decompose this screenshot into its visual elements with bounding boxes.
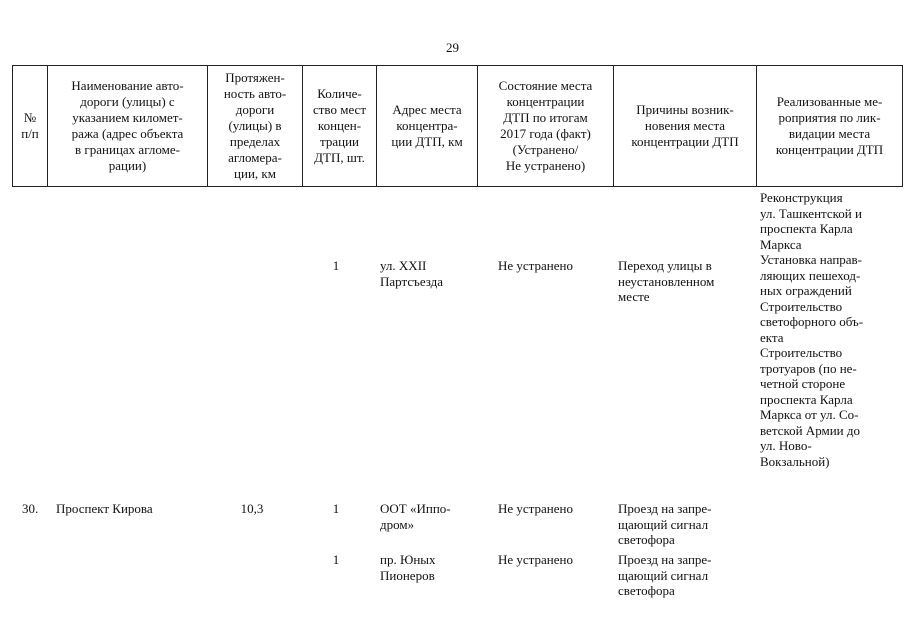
header-num: № п/п [13, 66, 48, 187]
header-road-name: Наименование авто- дороги (улицы) с указанием километ- ража (адрес объекта в границах агломе- рации) [48, 66, 208, 187]
header-row [13, 66, 903, 187]
page-number: 29 [446, 40, 459, 55]
row2-status: Не устранено [498, 501, 573, 516]
row1-status: Не устранено [498, 258, 573, 273]
row3-status: Не устранено [498, 552, 573, 567]
row3-count: 1 [332, 552, 340, 567]
row1-count: 1 [332, 258, 340, 273]
row1-reason: Переход улицы в неустановленном месте [618, 258, 715, 304]
row3-reason: Проезд на запре- щающий сигнал светофора [618, 552, 712, 598]
header-count: Количе- ство мест концен- трации ДТП, шт. [303, 66, 377, 187]
row2-reason: Проезд на запре- щающий сигнал светофора [618, 501, 712, 547]
header-length: Протяжен- ность авто- дороги (улицы) в пределах агломера- ции, км [208, 66, 303, 187]
row1-measures: Реконструкция ул. Ташкентской и проспекта Карла Маркса Установка направ- ляющих пешеход- ных ограждений Строительство светофорного объ- екта Строительство тротуаров (по не- четной стороне проспекта Карла Маркса от ул. Со- ветской Армии до ул. Ново- Вокзальной) [760, 190, 864, 469]
header-status: Состояние места концентрации ДТП по итогам 2017 года (факт) (Устранено/ Не устранено) [478, 66, 614, 187]
table-header [12, 65, 903, 187]
row2-num: 30. [22, 501, 39, 516]
row1-address: ул. XXII Партсъезда [380, 258, 444, 289]
header-reason: Причины возник- новения места концентрации ДТП [614, 66, 757, 187]
row2-address: ООТ «Иппо- дром» [380, 501, 451, 532]
row2-road: Проспект Кирова [56, 501, 153, 516]
header-measures: Реализованные ме- роприятия по лик- видации места концентрации ДТП [757, 66, 903, 187]
row2-length: 10,3 [240, 501, 264, 516]
row3-address: пр. Юных Пионеров [380, 552, 436, 583]
row2-count: 1 [332, 501, 340, 516]
header-address: Адрес места концентра- ции ДТП, км [377, 66, 478, 187]
